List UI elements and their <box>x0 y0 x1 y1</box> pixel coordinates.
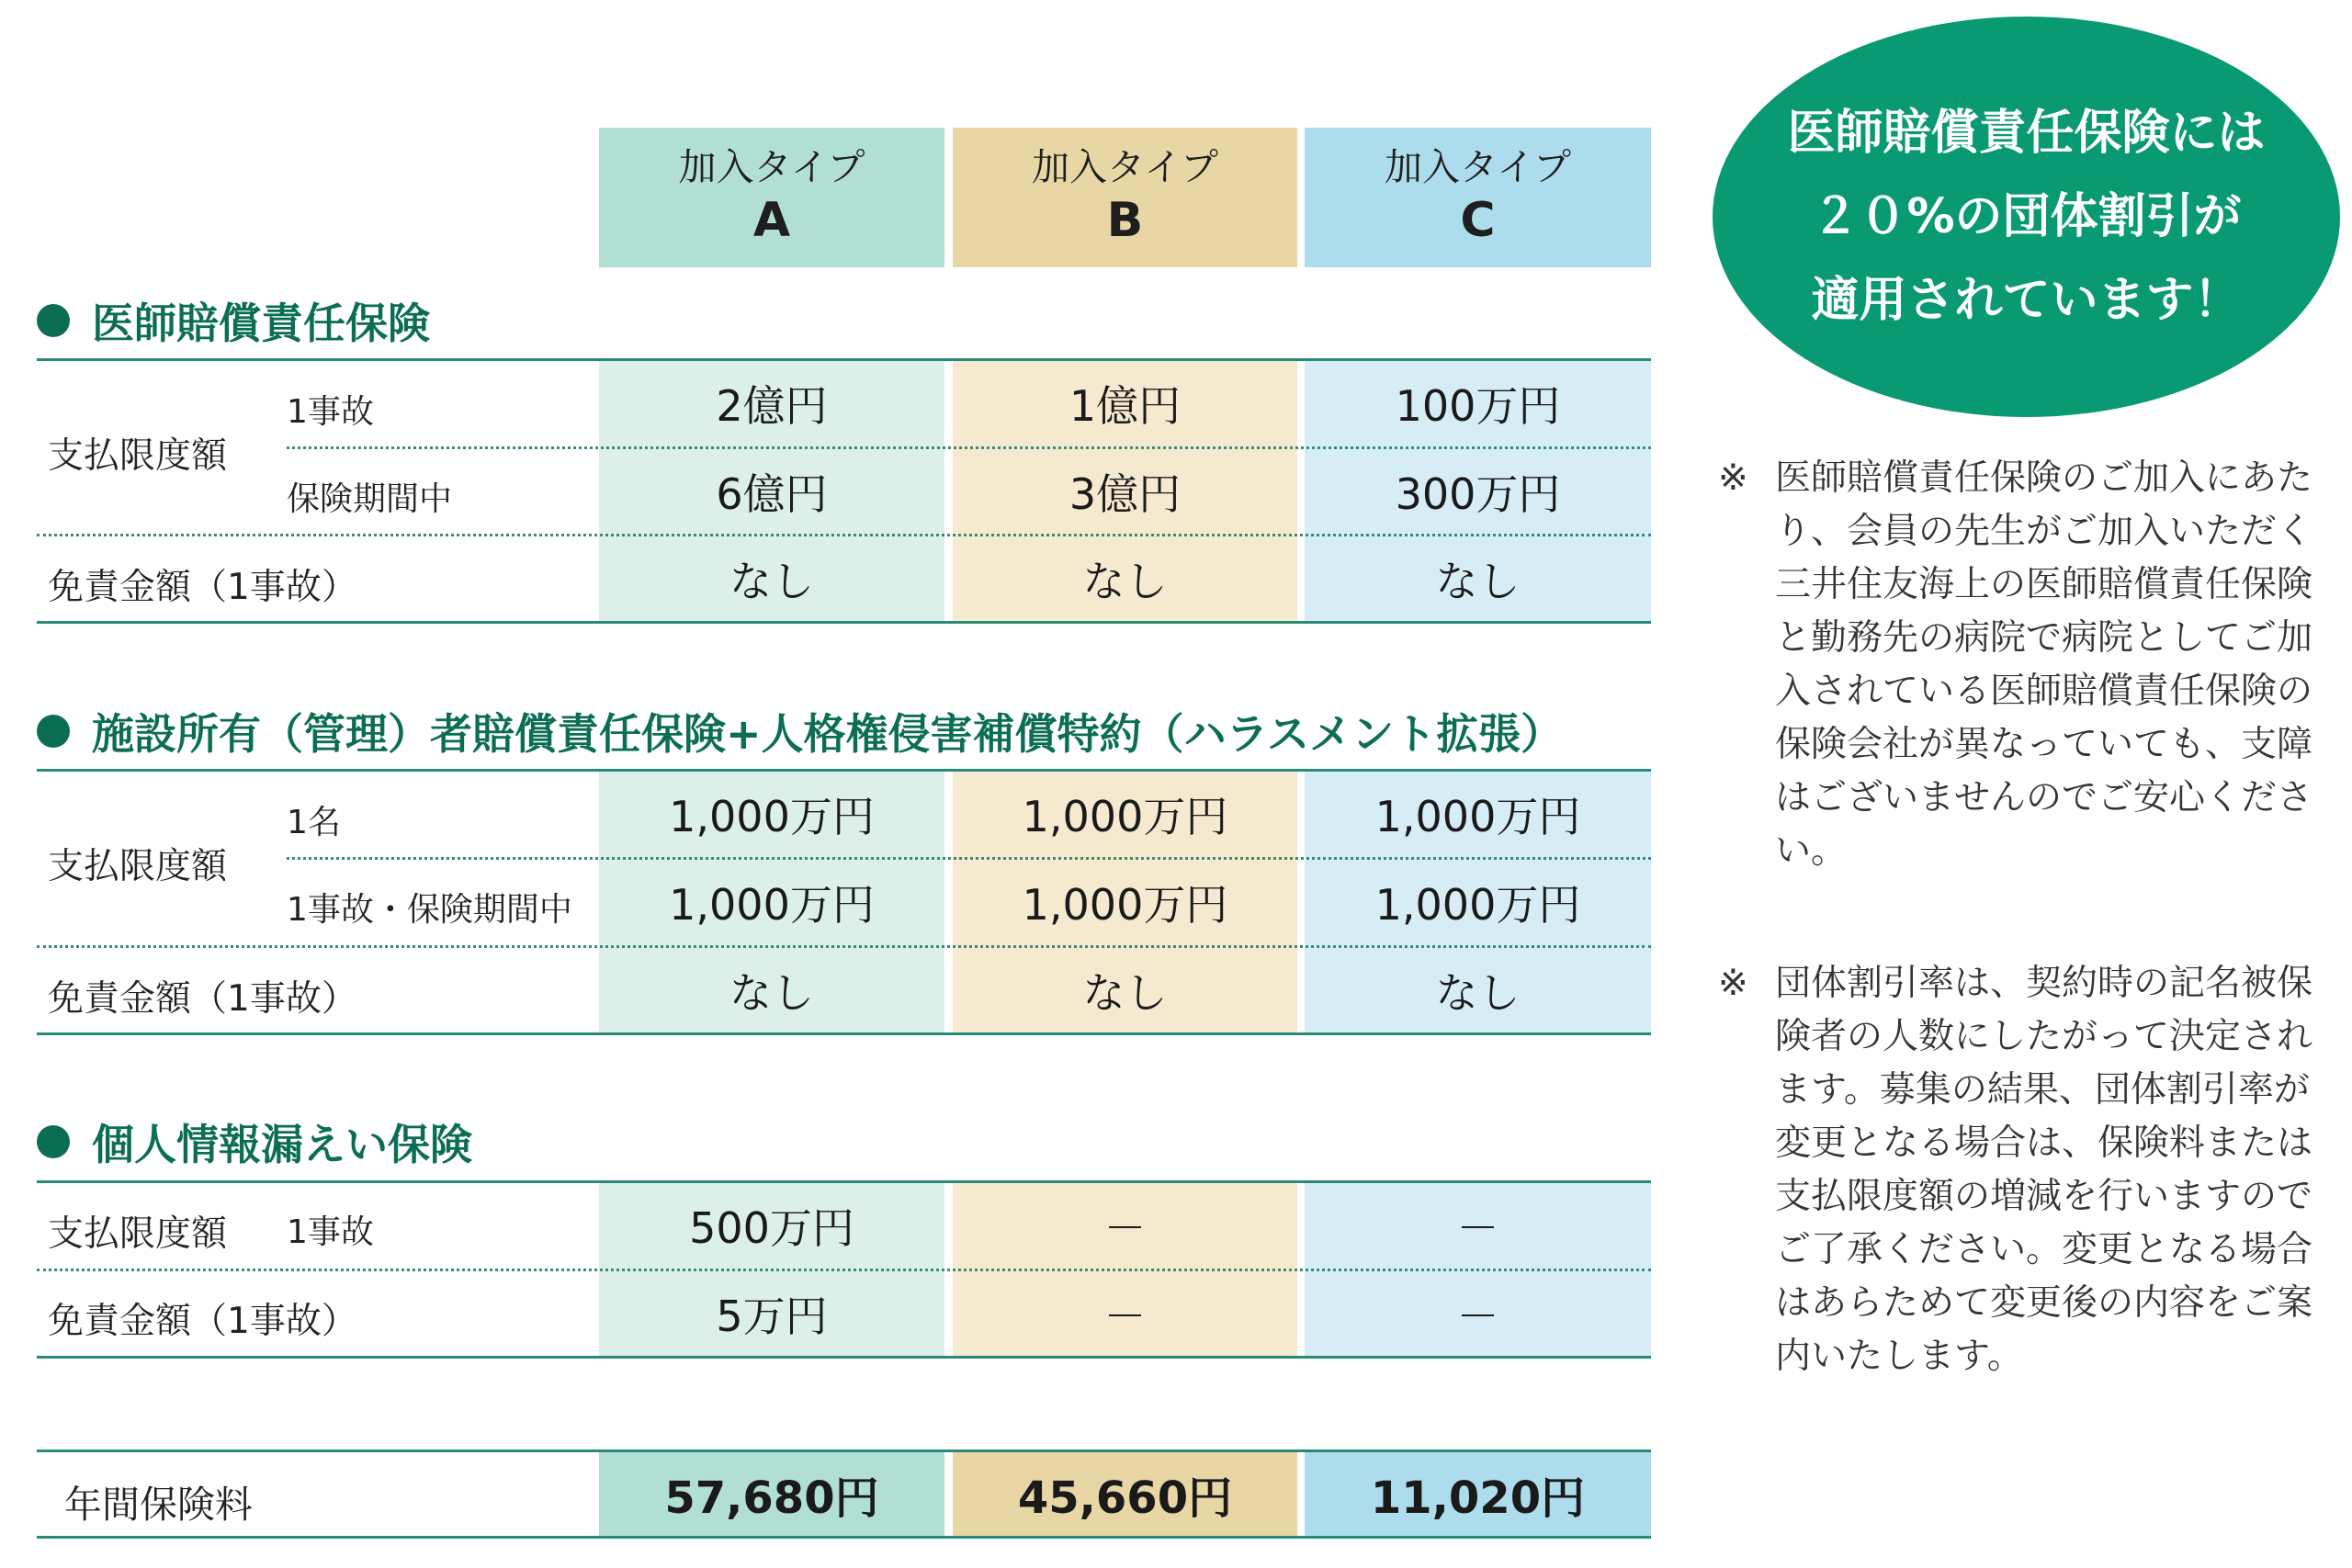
section1-row2-b: 3億円 <box>1069 468 1182 519</box>
section3-row1-b: － <box>1103 1203 1147 1253</box>
annual-premium-c: 11,020円 <box>1370 1472 1586 1524</box>
section1-row2-a: 6億円 <box>716 468 828 519</box>
section2-deductible-a: なし <box>729 967 814 1018</box>
column-header-c-line2: C <box>1460 193 1496 249</box>
note-mark: ※ <box>1718 963 1748 1004</box>
column-header-a-line1: 加入タイプ <box>678 144 865 189</box>
section2-row1-b: 1,000万円 <box>1022 792 1228 841</box>
note-company-difference <box>1718 452 2338 878</box>
section2-row-label: 支払限度額 <box>48 846 228 887</box>
note-text: 医師賠償責任保険のご加入にあたり、会員の先生がご加入いただく三井住友海上の医師賠償責任保険と勤務先の病院で病院としてご加入されている医師賠償責任保険の保険会社が異なっていても、支障はございませんのでご安心ください。 <box>1775 457 2313 872</box>
section3-row-label: 支払限度額 <box>48 1213 228 1255</box>
column-header-a <box>599 128 944 267</box>
section2-deductible-label: 免責金額（1事故） <box>48 978 357 1020</box>
section3-sub1-label: 1事故 <box>287 1213 374 1251</box>
section1-row-label: 支払限度額 <box>48 435 228 477</box>
section1-row2-c: 300万円 <box>1395 468 1561 519</box>
section1-row1-c: 100万円 <box>1395 381 1561 431</box>
section1-row1-a: 2億円 <box>716 381 828 431</box>
section1-row1-b: 1億円 <box>1069 381 1182 431</box>
section3-deductible-c: － <box>1456 1291 1499 1341</box>
bullet-dot-icon <box>37 715 70 748</box>
section3-deductible-a: 5万円 <box>716 1291 828 1341</box>
section-title-medical-liability: 医師賠償責任保険 <box>37 290 430 351</box>
section3-bottom-rule <box>37 1356 1651 1359</box>
annual-premium-label: 年間保険料 <box>64 1483 253 1527</box>
column-header-c-line1: 加入タイプ <box>1385 144 1571 189</box>
section3-row1-a: 500万円 <box>689 1203 854 1253</box>
section1-deductible-a: なし <box>729 556 814 606</box>
note-group-discount <box>1718 957 2338 1383</box>
section2-row2-b: 1,000万円 <box>1022 880 1228 930</box>
bullet-dot-icon <box>37 1125 70 1158</box>
section1-sub2-label: 保険期間中 <box>287 480 453 518</box>
section2-deductible-c: なし <box>1435 967 1521 1018</box>
section3-deductible-b: － <box>1103 1291 1147 1341</box>
section1-bottom-rule <box>37 621 1651 624</box>
section3-deductible-label: 免責金額（1事故） <box>48 1301 357 1342</box>
section2-row2-a: 1,000万円 <box>669 880 875 930</box>
note-text: 団体割引率は、契約時の記名被保険者の人数にしたがって決定されます。募集の結果、団体割引率が変更となる場合は、保険料または支払限度額の増減を行いますのでご了承ください。変更となる場合はあらためて変更後の内容をご案内いたします。 <box>1775 963 2313 1377</box>
section2-row1-c: 1,000万円 <box>1374 792 1581 841</box>
total-bottom-rule <box>37 1536 1651 1539</box>
section1-deductible-label: 免責金額（1事故） <box>48 567 357 608</box>
annual-premium-a: 57,680円 <box>664 1472 879 1524</box>
section1-deductible-b: なし <box>1082 556 1168 606</box>
annual-premium-b: 45,660円 <box>1017 1472 1233 1524</box>
section2-bottom-rule <box>37 1032 1651 1035</box>
column-header-b-line2: B <box>1106 193 1144 249</box>
section3-row1-c: － <box>1456 1203 1499 1253</box>
column-header-b <box>953 128 1297 267</box>
section-title-facility-liability: 施設所有（管理）者賠償責任保険+人格権侵害補償特約（ハラスメント拡張） <box>37 701 1563 761</box>
callout-line2: ２０%の団体割引が <box>1811 188 2242 244</box>
section2-deductible-b: なし <box>1082 967 1168 1018</box>
callout-line1: 医師賠償責任保険には <box>1787 105 2266 161</box>
section-title-data-breach: 個人情報漏えい保険 <box>37 1111 472 1172</box>
note-mark: ※ <box>1718 457 1748 499</box>
section1-sub1-label: 1事故 <box>287 393 374 431</box>
bullet-dot-icon <box>37 304 70 337</box>
callout-line3: 適用されています！ <box>1811 272 2242 328</box>
column-header-c <box>1305 128 1651 267</box>
section2-row1-a: 1,000万円 <box>669 792 875 841</box>
column-header-a-line2: A <box>752 193 791 249</box>
section1-deductible-c: なし <box>1435 556 1521 606</box>
discount-callout <box>1713 17 2340 417</box>
column-header-b-line1: 加入タイプ <box>1032 144 1218 189</box>
section2-sub2-label: 1事故・保険期間中 <box>287 891 572 929</box>
section2-row2-c: 1,000万円 <box>1374 880 1581 930</box>
section2-sub1-label: 1名 <box>287 804 341 841</box>
